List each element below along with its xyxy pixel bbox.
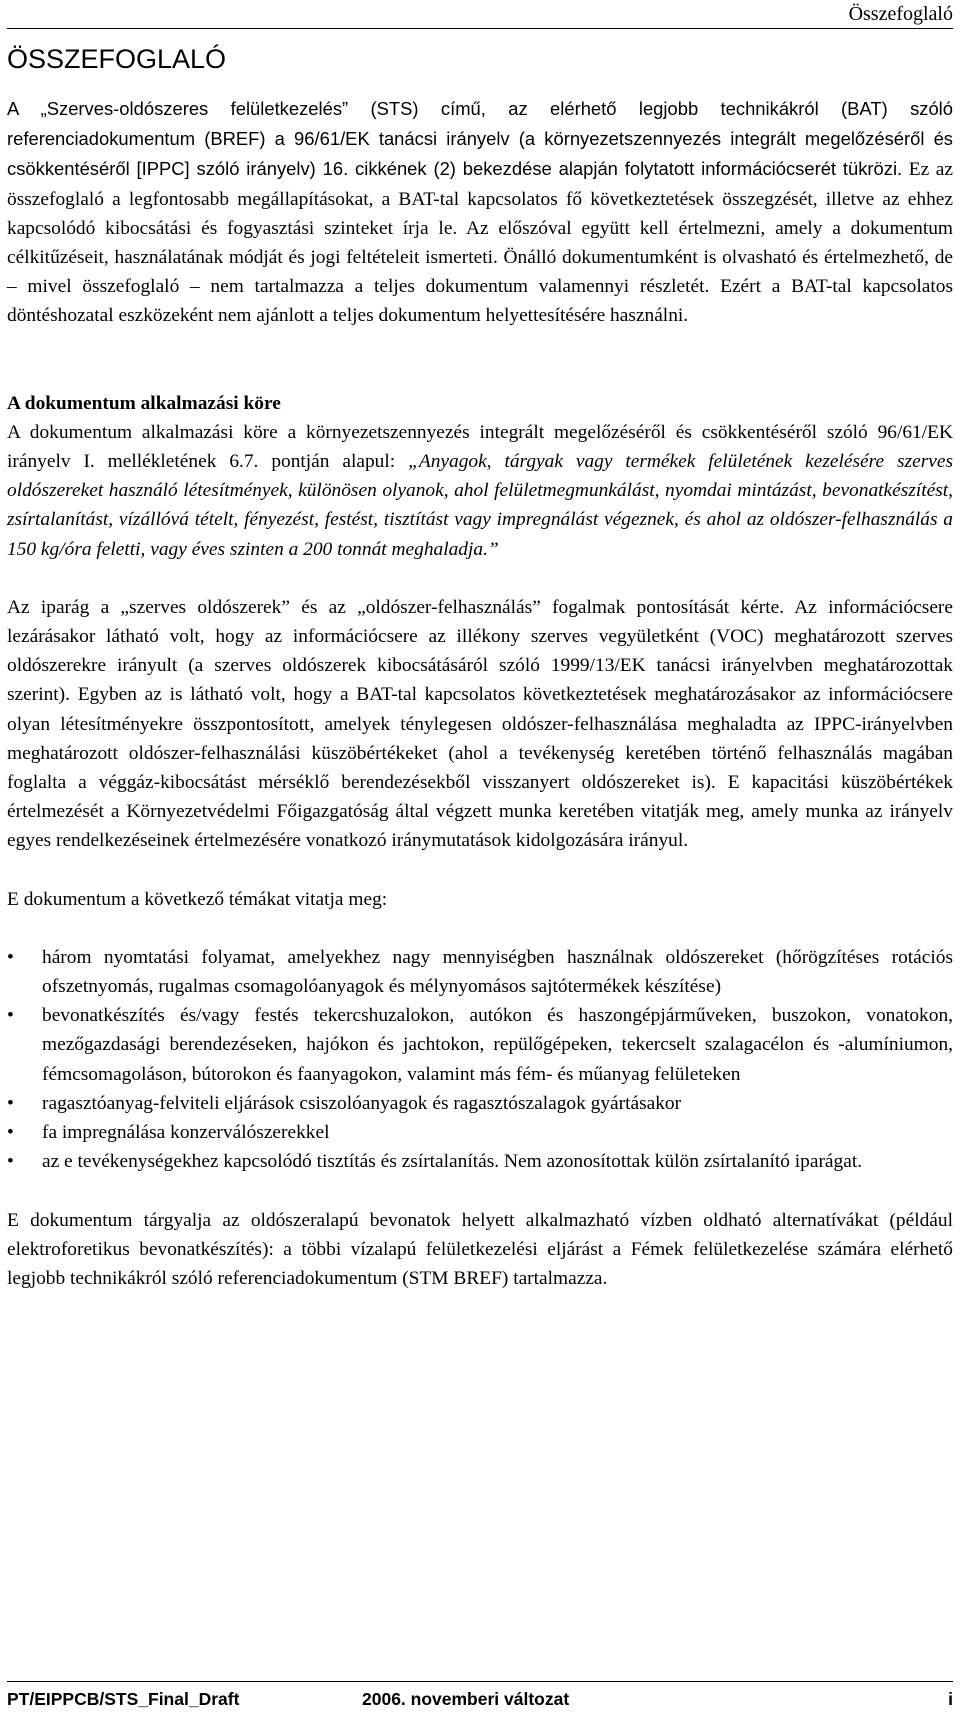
industry-paragraph: Az iparág a „szerves oldószerek” és az „oldószer-felhasználás” fogalmak pontosítását kérte. Az információcsere lezárásakor látható volt, hogy az információcsere az illékony szerves vegyületként (VOC) meghatározott szerves oldószerekre irányult (a szerves oldószerek kibocsátásáról szóló 1999/13/EK tanácsi irányelvben meghatározottak szerint). Egyben az is látható volt, hogy a BAT-tal kapcsolatos következtetések meghatározásakor az információcsere olyan létesítményekre összpontosított, amelyek ténylegesen oldószer-felhasználása meghaladta az IPPC-irányelvben meghatározott oldószer-felhasználási küszöbértékeket (ahol a tevékenység keretében történő felhasználás magában foglalta a véggáz-kibocsátást mérséklő berendezésekből visszanyert oldószereket is). E kapacitási küszöbértékek értelmezését a Környezetvédelmi Főigazgatóság által végzett munka keretében vitatják meg, amely munka az irányelv egyes rendelkezéseinek értelmezésére vonatkozó iránymutatások kidolgozására irányul. xyxy=(7,596,953,852)
list-item xyxy=(7,943,953,1001)
list-item xyxy=(7,1118,953,1147)
intro-paragraph xyxy=(7,94,953,331)
bullet-icon: • xyxy=(7,1151,14,1173)
scope-paragraph xyxy=(7,418,953,564)
list-item-text: ragasztóanyag-felviteli eljárások csiszolóanyagok és ragasztószalagok gyártásakor xyxy=(42,1092,682,1114)
list-item xyxy=(7,1089,953,1118)
list-item xyxy=(7,1147,953,1176)
document-body xyxy=(7,94,953,1293)
bullet-icon: • xyxy=(7,1122,14,1144)
list-item-text: fa impregnálása konzerválószerekkel xyxy=(42,1122,330,1144)
bullet-icon: • xyxy=(7,1005,14,1027)
list-item-text: három nyomtatási folyamat, amelyekhez nagy mennyiségben használnak oldószereket (hőrögzítéses rotációs ofszetnyomás, rugalmas csomagolóanyagok és mélynyomásos sajtótermékek készítése) xyxy=(42,946,953,998)
alternatives-paragraph: E dokumentum tárgyalja az oldószeralapú bevonatok helyett alkalmazható vízben oldható alternatívákat (például elektroforetikus bevonatkészítés): a többi vízalapú felületkezelési eljárást a Fémek felületkezelése számára elérhető legjobb technikákról szóló referenciadokumentum (STM BREF) tartalmazza. xyxy=(7,1209,953,1289)
footer-version: 2006. novemberi változat xyxy=(362,1689,570,1709)
header-title: Összefoglaló xyxy=(848,3,953,25)
topics-intro: E dokumentum a következő témákat vitatja meg: xyxy=(7,888,388,910)
scope-text: A dokumentum alkalmazási köre a környezetszennyezés integrált megelőzéséről és csökkentéséről szóló 96/61/EK irányelv I. mellékletének 6.7. pontján alapul: xyxy=(7,421,953,473)
list-item-text: bevonatkészítés és/vagy festés tekercshuzalokon, autókon és haszongépjárműveken, buszokon, vonatokon, mezőgazdasági berendezéseken, hajókon és jachtokon, repülőgépeken, tekercselt szalagacélon és -alumíniumon, fémcsomagoláson, bútorokon és faanyagokon, valamint más fém- és műanyag felületeken xyxy=(42,1005,953,1085)
document-page xyxy=(7,0,953,1717)
page-title: ÖSSZEFOGLALÓ xyxy=(7,44,227,74)
intro-text-second: Ez az összefoglaló a legfontosabb megállapításokat, a BAT-tal kapcsolatos fő következtetések összegzését, illetve az ehhez kapcsolódó kibocsátási és fogyasztási szinteket írja le. Az előszóval együtt kell értelmezni, amely a dokumentum célkitűzéseit, használatának módját és jogi feltételeit ismerteti. Önálló dokumentumként is olvasható és értelmezhető, de – mivel összefoglaló – nem tartalmazza a teljes dokumentum valamennyi részletét. Ezért a BAT-tal kapcsolatos döntéshozatal eszközeként nem ajánlott a teljes dokumentum helyettesítésére használni. xyxy=(7,159,953,327)
intro-text-first: A „Szerves-oldószeres felületkezelés” (STS) című, az elérhető legjobb technikákról (BAT) szóló referenciadokumentum (BREF) a 96/61/EK tanácsi irányelv (a környezetszennyezés integrált megelőzéséről és csökkentéséről [IPPC] szóló irányelv) 16. cikkének (2) bekezdése alapján folytatott információcserét tükrözi. xyxy=(7,98,953,180)
topics-list xyxy=(7,943,953,1177)
footer-page-number: i xyxy=(948,1689,953,1709)
footer-document-id: PT/EIPPCB/STS_Final_Draft xyxy=(7,1689,240,1709)
list-item-text: az e tevékenységekhez kapcsolódó tisztítás és zsírtalanítás. Nem azonosítottak külön zsírtalanító iparágat. xyxy=(42,1151,863,1173)
bullet-icon: • xyxy=(7,946,14,968)
scope-quote: „Anyagok, tárgyak vagy termékek felületének kezelésére szerves oldószereket használó létesítmények, különösen olyanok, ahol felületmegmunkálást, nyomdai mintázást, bevonatkészítést, zsírtalanítást, vízállóvá tételt, fényezést, festést, tisztítást vagy impregnálást végeznek, és ahol az oldószer-felhasználás a 150 kg/óra feletti, vagy éves szinten a 200 tonnát meghaladja.” xyxy=(7,451,953,560)
list-item xyxy=(7,1001,953,1089)
bullet-icon: • xyxy=(7,1092,14,1114)
scope-heading: A dokumentum alkalmazási köre xyxy=(7,392,281,414)
page-footer xyxy=(7,1681,953,1716)
page-header xyxy=(7,0,953,29)
